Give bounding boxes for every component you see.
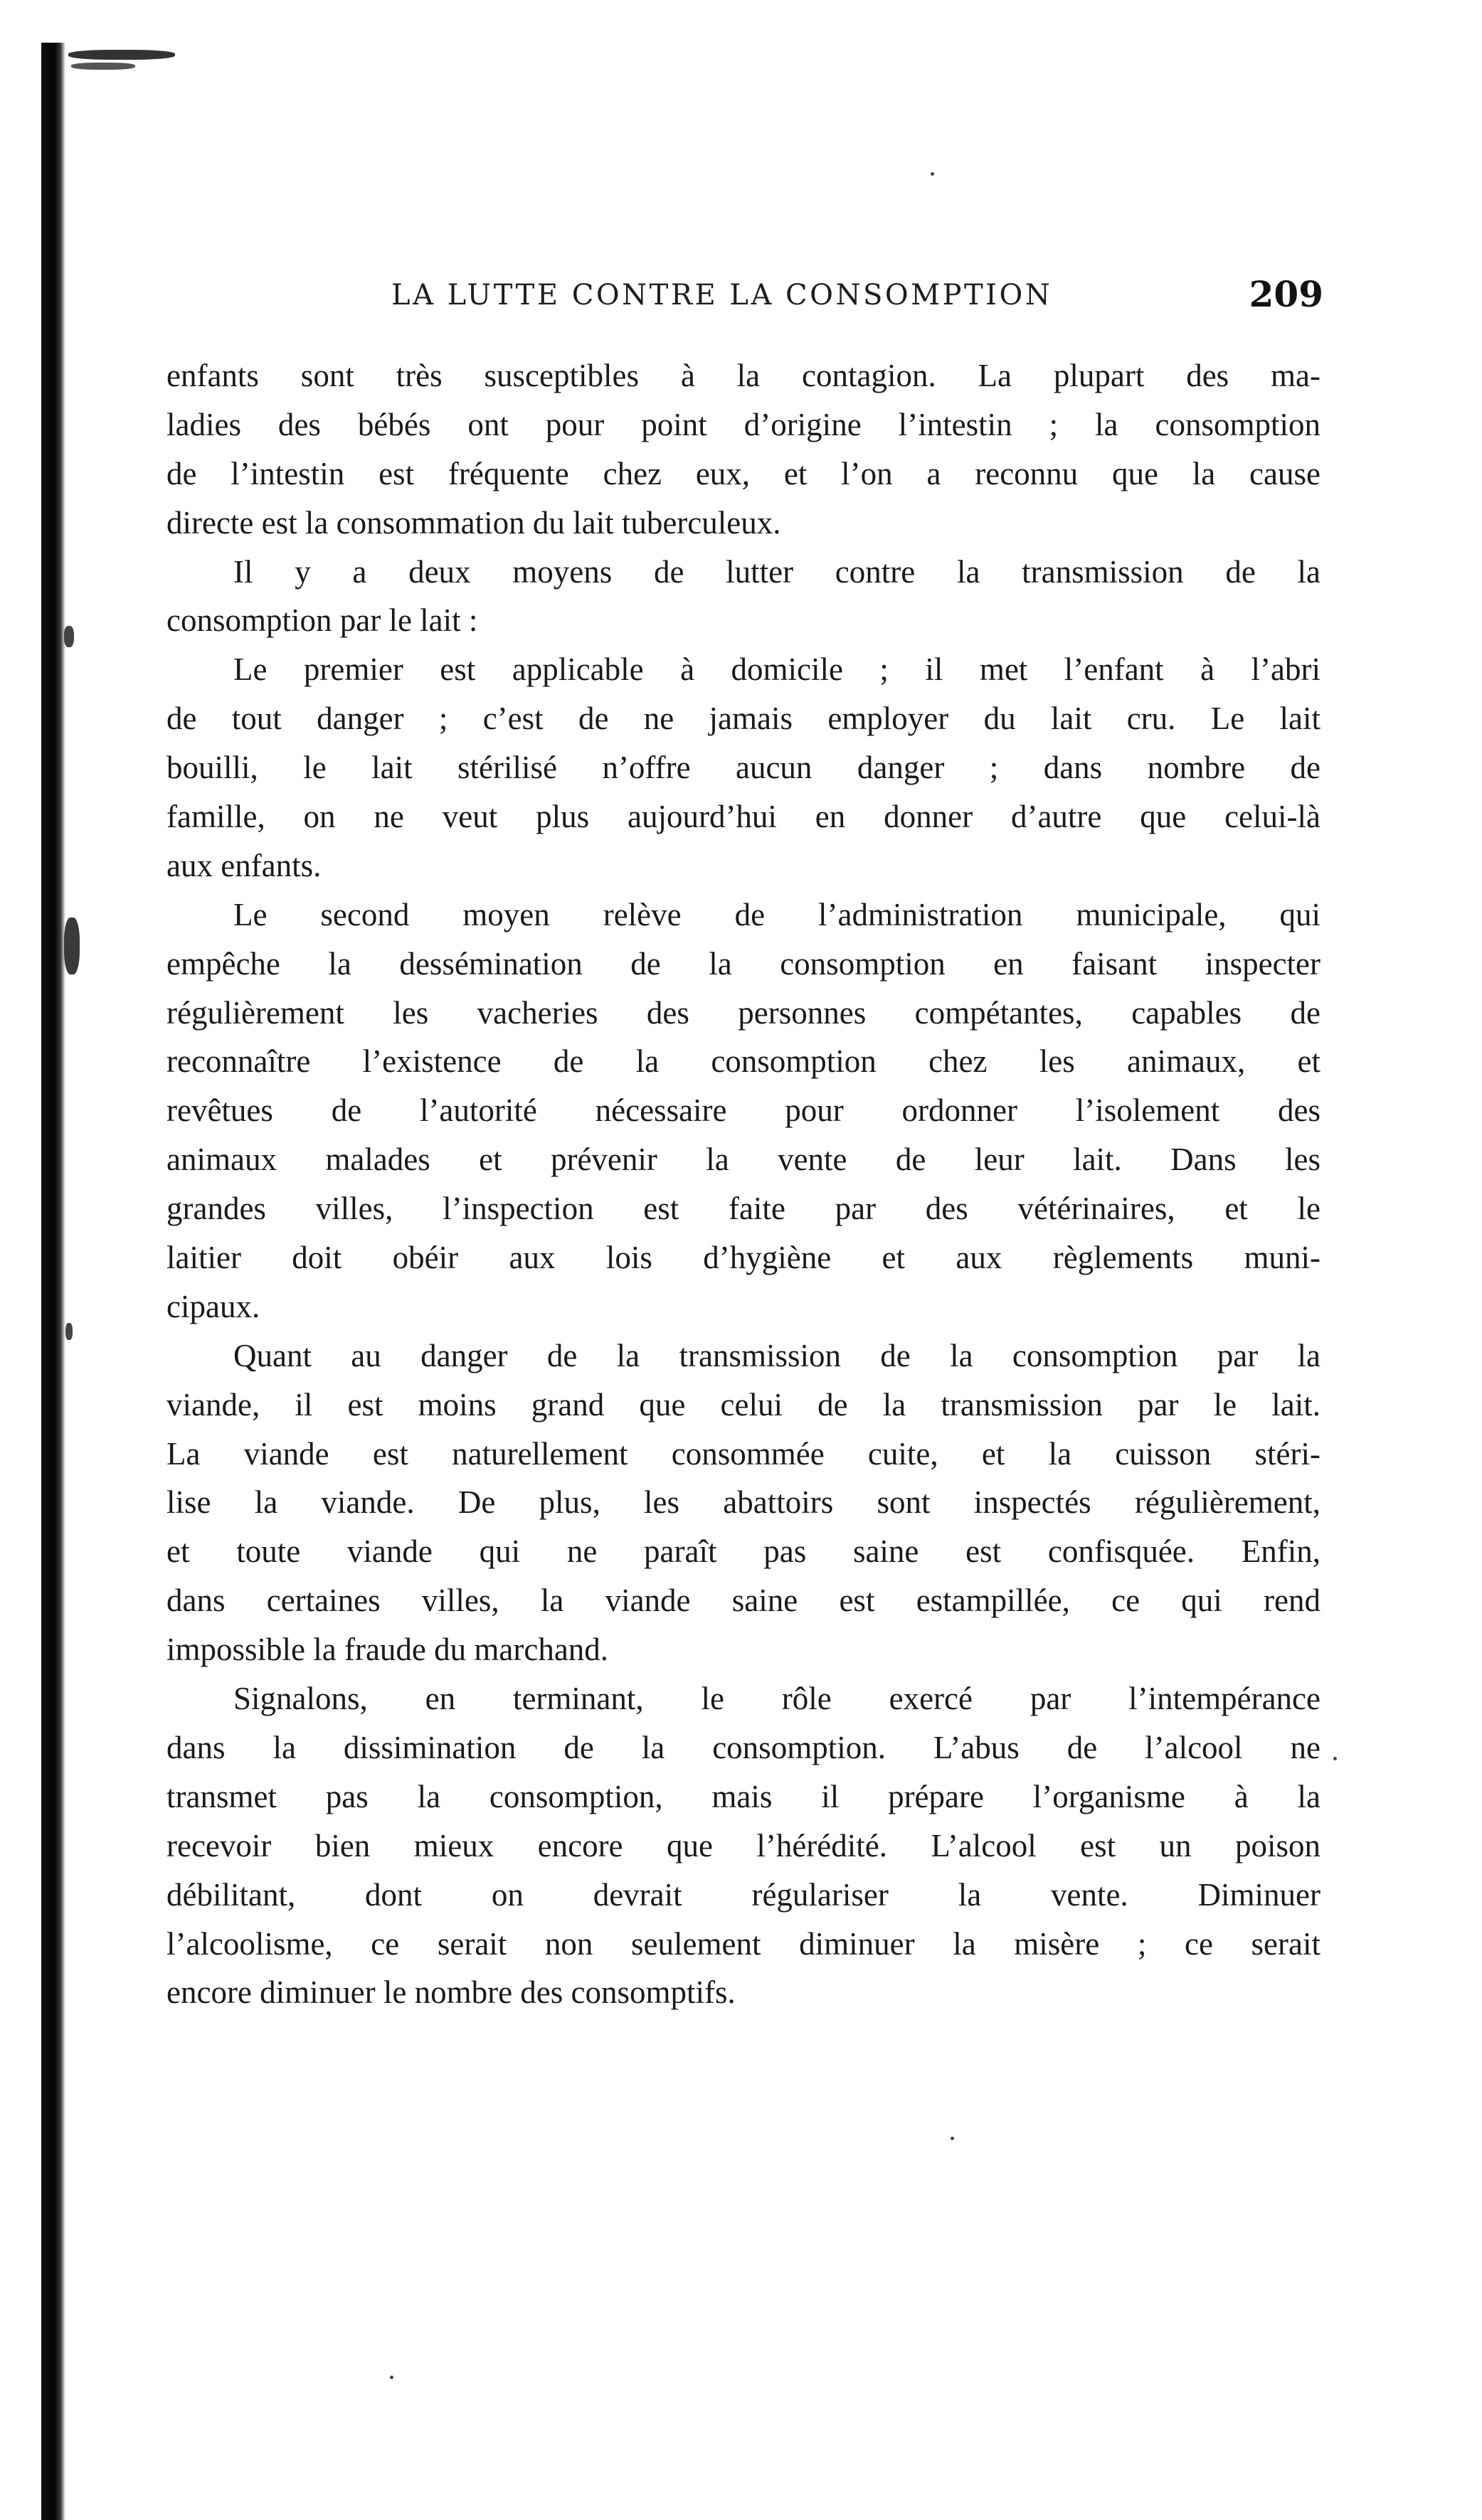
text-line: ladies des bébés ont pour point d’origine l’intestin ; la consomption (166, 406, 1320, 442)
text-line: dans certaines villes, la viande saine est estampillée, ce qui rend (166, 1583, 1320, 1619)
text-line: animaux malades et prévenir la vente de leur lait. Dans les (166, 1142, 1320, 1178)
text-line: empêche la dessémination de la consomption en faisant inspecter (166, 945, 1320, 982)
text-line: revêtues de l’autorité nécessaire pour ordonner l’isolement des (166, 1092, 1320, 1129)
running-title: LA LUTTE CONTRE LA CONSOMPTION (391, 279, 1053, 312)
text-line: lise la viande. De plus, les abattoirs sont inspectés régulièrement, (166, 1484, 1320, 1521)
text-line: dans la dissimination de la consomption. L’abus de l’alcool ne (166, 1729, 1320, 1765)
text-line: viande, il est moins grand que celui de la transmission par le lait. (166, 1386, 1320, 1423)
text-line: bouilli, le lait stérilisé n’offre aucun danger ; dans nombre de (166, 750, 1320, 786)
scan-speck (931, 172, 934, 176)
text-line: enfants sont très susceptibles à la contagion. La plupart des ma- (166, 358, 1320, 393)
scan-speck (71, 63, 135, 70)
text-line: Signalons, en terminant, le rôle exercé par l’intempérance (233, 1681, 1320, 1717)
binding-edge (41, 43, 65, 2520)
text-line: débilitant, dont on devrait régulariser la vente. Diminuer (166, 1876, 1320, 1913)
text-line: famille, on ne veut plus aujourd’hui en donner d’autre que celui-là (166, 799, 1320, 835)
scan-speck (951, 2137, 954, 2140)
scan-speck (64, 626, 74, 647)
text-line: transmet pas la consomption, mais il prépare l’organisme à la (166, 1778, 1320, 1814)
text-line: Il y a deux moyens de lutter contre la transmission de la (233, 553, 1320, 590)
text-line: recevoir bien mieux encore que l’hérédité. L’alcool est un poison (166, 1827, 1320, 1864)
text-line: de tout danger ; c’est de ne jamais employer du lait cru. Le lait (166, 701, 1320, 737)
scan-speck (390, 2376, 393, 2379)
text-line: cipaux. (166, 1288, 260, 1324)
text-line: aux enfants. (166, 847, 322, 883)
text-line: et toute viande qui ne paraît pas saine est confisquée. Enfin, (166, 1533, 1320, 1570)
body-text (166, 351, 1320, 2017)
scan-speck (64, 918, 80, 974)
text-line: encore diminuer le nombre des consomptifs. (166, 1974, 736, 2011)
text-line: directe est la consommation du lait tuberculeux. (166, 504, 781, 541)
text-line: Quant au danger de la transmission de la consomption par la (233, 1337, 1320, 1373)
text-line: de l’intestin est fréquente chez eux, et l’on a reconnu que la cause (166, 455, 1320, 491)
scan-speck (65, 1323, 73, 1340)
text-line: Le premier est applicable à domicile ; il met l’enfant à l’abri (233, 652, 1320, 688)
text-line: Le second moyen relève de l’administration municipale, qui (233, 896, 1320, 932)
text-line: laitier doit obéir aux lois d’hygiène et aux règlements muni- (166, 1240, 1320, 1276)
text-line: La viande est naturellement consommée cuite, et la cuisson stéri- (166, 1435, 1320, 1472)
text-line: consomption par le lait : (166, 602, 478, 639)
scan-speck (1333, 1757, 1337, 1760)
text-line: régulièrement les vacheries des personnes compétantes, capables de (166, 994, 1320, 1031)
scan-speck (68, 50, 175, 60)
page-number: 209 (1249, 273, 1323, 315)
running-head (171, 273, 1323, 323)
text-line: reconnaître l’existence de la consomption chez les animaux, et (166, 1043, 1320, 1080)
text-line: impossible la fraude du marchand. (166, 1632, 609, 1668)
text-line: grandes villes, l’inspection est faite par des vétérinaires, et le (166, 1191, 1320, 1227)
text-line: l’alcoolisme, ce serait non seulement diminuer la misère ; ce serait (166, 1925, 1320, 1962)
